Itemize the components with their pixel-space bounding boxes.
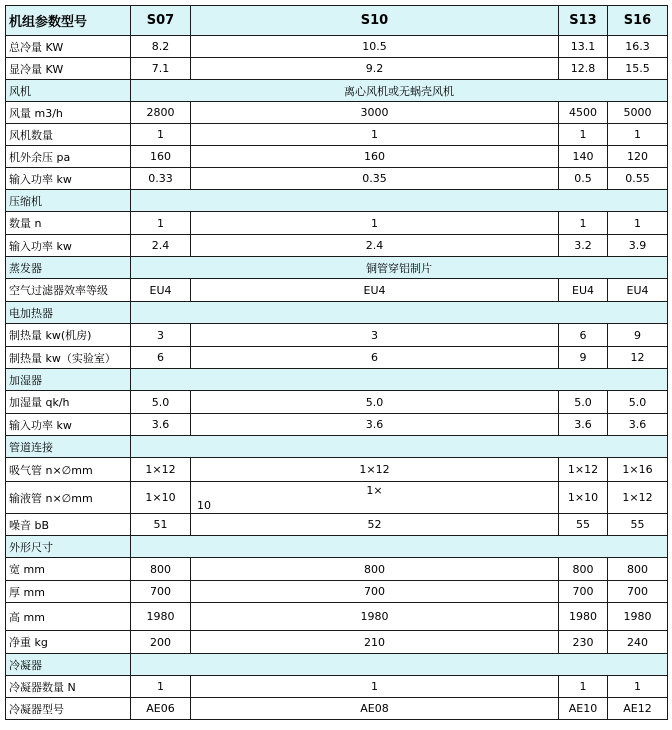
section-row: [6, 369, 668, 391]
table-row: [6, 391, 668, 414]
cell-s13: 3.6: [559, 414, 608, 436]
cell-s16: 800: [608, 558, 668, 581]
table-row: [6, 603, 668, 631]
row-label: 吸气管 n×∅mm: [6, 458, 131, 482]
cell-s10: 700: [191, 581, 559, 603]
row-label: 冷凝器型号: [6, 698, 131, 720]
cell-s10: 160: [191, 146, 559, 168]
cell-s07: AE06: [131, 698, 191, 720]
cell-s10: 1980: [191, 603, 559, 631]
section-row: [6, 80, 668, 102]
table-row: [6, 36, 668, 58]
spec-table-body: [6, 6, 668, 720]
cell-s10: 6: [191, 347, 559, 369]
table-row: [6, 676, 668, 698]
cell-s16: 700: [608, 581, 668, 603]
cell-s16: 3.6: [608, 414, 668, 436]
cell-s10: 0.35: [191, 168, 559, 190]
cell-s10: 1: [191, 676, 559, 698]
cell-s16: 1: [608, 212, 668, 235]
section-row: [6, 436, 668, 458]
cell-s16: 1×16: [608, 458, 668, 482]
row-label: 制热量 kw(机房): [6, 324, 131, 347]
cell-s10: 3000: [191, 102, 559, 124]
section-spec-text: [131, 654, 668, 676]
row-label: 制热量 kw（实验室）: [6, 347, 131, 369]
table-row: [6, 168, 668, 190]
row-label: 净重 kg: [6, 631, 131, 654]
table-row: [6, 414, 668, 436]
cell-s13: 6: [559, 324, 608, 347]
cell-s07: 200: [131, 631, 191, 654]
cell-s16: 1: [608, 124, 668, 146]
row-label: 加湿量 qk/h: [6, 391, 131, 414]
section-row: [6, 536, 668, 558]
cell-s07: 2.4: [131, 235, 191, 257]
spec-table: [5, 5, 668, 720]
table-row: [6, 58, 668, 80]
cell-s07: 160: [131, 146, 191, 168]
row-label: 高 mm: [6, 603, 131, 631]
section-spec-text: [131, 369, 668, 391]
cell-s16: AE12: [608, 698, 668, 720]
cell-s10: 52: [191, 514, 559, 536]
table-row: [6, 581, 668, 603]
section-row: [6, 654, 668, 676]
cell-s13: 230: [559, 631, 608, 654]
cell-s10: 1: [191, 212, 559, 235]
cell-s10: 800: [191, 558, 559, 581]
table-row: [6, 482, 668, 514]
cell-s16: EU4: [608, 279, 668, 302]
cell-s13: EU4: [559, 279, 608, 302]
cell-s07: 51: [131, 514, 191, 536]
cell-s13: 13.1: [559, 36, 608, 58]
cell-s16: 12: [608, 347, 668, 369]
section-spec-text: [131, 536, 668, 558]
section-label: 压缩机: [6, 190, 131, 212]
section-spec-text: 离心风机或无蜗壳风机: [131, 80, 668, 102]
cell-s10: 210: [191, 631, 559, 654]
cell-s07: 1×10: [131, 482, 191, 514]
cell-s13: 140: [559, 146, 608, 168]
cell-s07: 8.2: [131, 36, 191, 58]
cell-s16: 1: [608, 676, 668, 698]
cell-s10: 10.5: [191, 36, 559, 58]
section-label: 风机: [6, 80, 131, 102]
header-model-s10: S10: [191, 6, 559, 36]
section-row: [6, 257, 668, 279]
table-row: [6, 458, 668, 482]
cell-s13: 3.2: [559, 235, 608, 257]
cell-s16: 9: [608, 324, 668, 347]
cell-s16: 5000: [608, 102, 668, 124]
cell-s13: 55: [559, 514, 608, 536]
cell-s10: AE08: [191, 698, 559, 720]
table-row: [6, 146, 668, 168]
cell-s10: 3: [191, 324, 559, 347]
table-row: [6, 279, 668, 302]
header-model-s13: S13: [559, 6, 608, 36]
row-label: 厚 mm: [6, 581, 131, 603]
cell-s16: 15.5: [608, 58, 668, 80]
cell-s13: 800: [559, 558, 608, 581]
row-label: 数量 n: [6, 212, 131, 235]
cell-s10: [191, 482, 559, 514]
cell-s07: 1: [131, 124, 191, 146]
cell-s07: EU4: [131, 279, 191, 302]
cell-s07: 1: [131, 212, 191, 235]
header-model-s16: S16: [608, 6, 668, 36]
table-row: [6, 102, 668, 124]
section-spec-text: 铜管穿铝制片: [131, 257, 668, 279]
section-spec-text: [131, 190, 668, 212]
cell-s16: 1980: [608, 603, 668, 631]
cell-s13: 4500: [559, 102, 608, 124]
row-label: 宽 mm: [6, 558, 131, 581]
cell-s16: 5.0: [608, 391, 668, 414]
cell-s07: 800: [131, 558, 191, 581]
cell-value: 1×: [366, 484, 383, 497]
cell-s10: 2.4: [191, 235, 559, 257]
cell-s16: 1×12: [608, 482, 668, 514]
row-label: 机外余压 pa: [6, 146, 131, 168]
cell-s13: 1: [559, 676, 608, 698]
section-label: 加湿器: [6, 369, 131, 391]
row-label: 输入功率 kw: [6, 235, 131, 257]
row-label: 总冷量 KW: [6, 36, 131, 58]
row-label: 噪音 bB: [6, 514, 131, 536]
cell-s13: 9: [559, 347, 608, 369]
table-row: [6, 212, 668, 235]
cell-s07: 1: [131, 676, 191, 698]
cell-s07: 3.6: [131, 414, 191, 436]
table-row: [6, 631, 668, 654]
cell-s10: 1: [191, 124, 559, 146]
cell-s13: 12.8: [559, 58, 608, 80]
section-row: [6, 302, 668, 324]
cell-s07: 1980: [131, 603, 191, 631]
cell-s07: 6: [131, 347, 191, 369]
table-row: [6, 514, 668, 536]
row-label: 空气过滤器效率等级: [6, 279, 131, 302]
cell-s13: 0.5: [559, 168, 608, 190]
row-label: 显冷量 KW: [6, 58, 131, 80]
cell-s13: 1×12: [559, 458, 608, 482]
cell-s10: EU4: [191, 279, 559, 302]
row-label: 输入功率 kw: [6, 414, 131, 436]
header-row: [6, 6, 668, 36]
row-label: 输入功率 kw: [6, 168, 131, 190]
cell-s13: AE10: [559, 698, 608, 720]
cell-value-wrap: 10: [197, 499, 211, 512]
table-row: [6, 235, 668, 257]
cell-s16: 120: [608, 146, 668, 168]
section-spec-text: [131, 436, 668, 458]
cell-s07: 5.0: [131, 391, 191, 414]
cell-s07: 3: [131, 324, 191, 347]
cell-s13: 1×10: [559, 482, 608, 514]
cell-s16: 16.3: [608, 36, 668, 58]
header-label: 机组参数型号: [6, 6, 131, 36]
cell-s07: 1×12: [131, 458, 191, 482]
cell-s10: 1×12: [191, 458, 559, 482]
cell-s10: 5.0: [191, 391, 559, 414]
table-row: [6, 347, 668, 369]
cell-s13: 5.0: [559, 391, 608, 414]
section-label: 管道连接: [6, 436, 131, 458]
header-model-s07: S07: [131, 6, 191, 36]
cell-s16: 3.9: [608, 235, 668, 257]
cell-s13: 1: [559, 124, 608, 146]
row-label: 风机数量: [6, 124, 131, 146]
cell-s10: 3.6: [191, 414, 559, 436]
table-row: [6, 124, 668, 146]
section-label: 蒸发器: [6, 257, 131, 279]
table-row: [6, 324, 668, 347]
cell-s16: 55: [608, 514, 668, 536]
section-row: [6, 190, 668, 212]
cell-s07: 700: [131, 581, 191, 603]
section-spec-text: [131, 302, 668, 324]
table-row: [6, 698, 668, 720]
cell-s07: 0.33: [131, 168, 191, 190]
cell-s13: 1: [559, 212, 608, 235]
cell-s16: 240: [608, 631, 668, 654]
section-label: 冷凝器: [6, 654, 131, 676]
cell-s07: 2800: [131, 102, 191, 124]
row-label: 风量 m3/h: [6, 102, 131, 124]
cell-s16: 0.55: [608, 168, 668, 190]
section-label: 外形尺寸: [6, 536, 131, 558]
section-label: 电加热器: [6, 302, 131, 324]
cell-s10: 9.2: [191, 58, 559, 80]
cell-s07: 7.1: [131, 58, 191, 80]
cell-s13: 700: [559, 581, 608, 603]
row-label: 输液管 n×∅mm: [6, 482, 131, 514]
table-row: [6, 558, 668, 581]
cell-s13: 1980: [559, 603, 608, 631]
row-label: 冷凝器数量 N: [6, 676, 131, 698]
